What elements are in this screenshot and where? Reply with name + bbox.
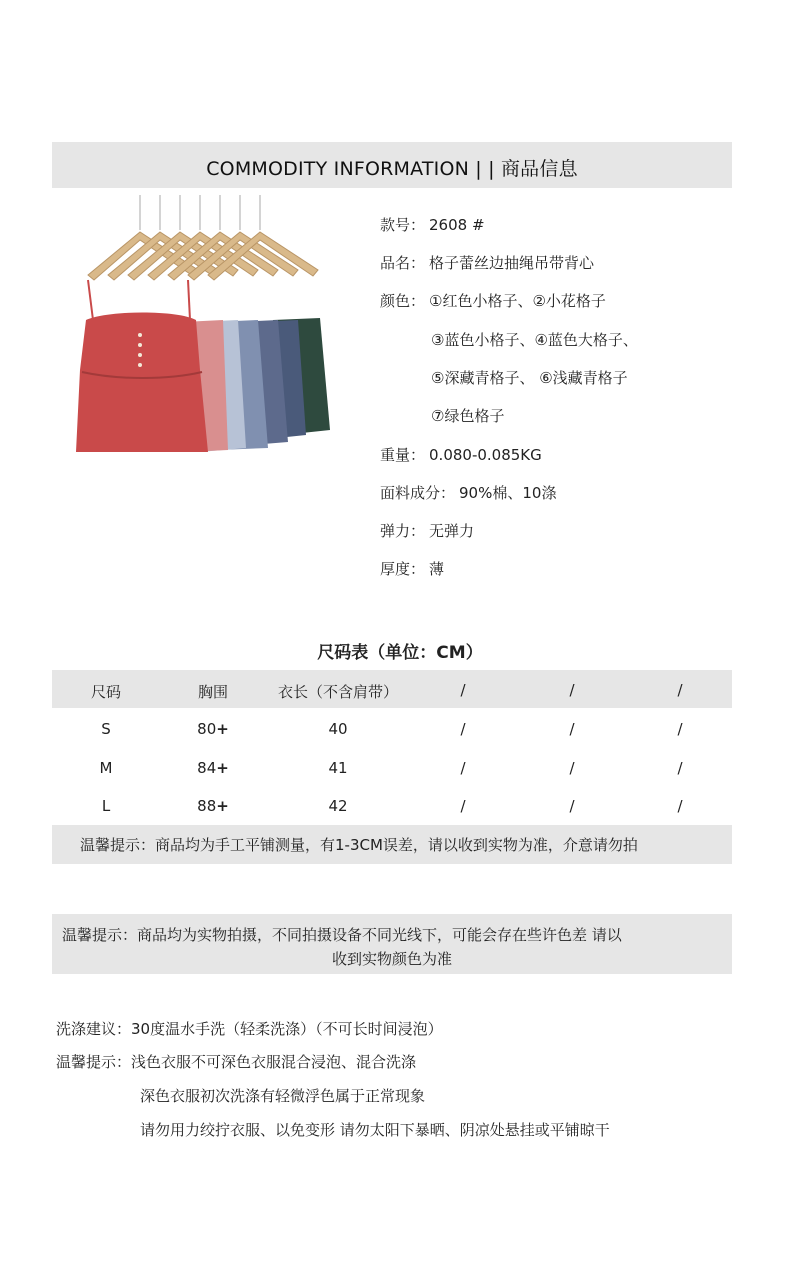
fabric-row bbox=[380, 482, 556, 503]
header-chest: 胸围 bbox=[197, 683, 228, 701]
row-m-length: 41 bbox=[328, 759, 348, 777]
color-line-4: ⑦绿色格子 bbox=[431, 407, 505, 425]
style-no-row bbox=[380, 214, 485, 235]
row-l-col-4: / bbox=[460, 797, 466, 815]
name-value: 格子蕾丝边抽绳吊带背心 bbox=[429, 254, 595, 272]
elasticity-row bbox=[380, 520, 474, 541]
plus-icon: + bbox=[216, 759, 229, 777]
row-l-chest-value: 88 bbox=[197, 797, 217, 815]
row-l-length: 42 bbox=[328, 797, 348, 815]
header-length: 衣长（不含肩带） bbox=[277, 683, 398, 701]
weight-row bbox=[380, 444, 542, 465]
row-l-col-5: / bbox=[569, 797, 575, 815]
name-row bbox=[380, 252, 594, 273]
header-size: 尺码 bbox=[90, 683, 121, 701]
color-line-3: ⑤深藏青格子、 ⑥浅藏青格子 bbox=[431, 369, 628, 387]
size-chart-title: 尺码表（单位：CM） bbox=[317, 643, 483, 663]
row-l-col-6: / bbox=[677, 797, 683, 815]
wash-row bbox=[56, 1018, 443, 1039]
tip-line-2: 深色衣服初次洗涤有轻微浮色属于正常现象 bbox=[140, 1087, 426, 1105]
plus-icon: + bbox=[216, 797, 229, 815]
measure-note: 温馨提示：商品均为手工平铺测量，有1-3CM误差，请以收到实物为准，介意请勿拍 bbox=[80, 836, 638, 854]
name-label: 品名： bbox=[380, 254, 426, 272]
weight-label: 重量： bbox=[380, 446, 426, 464]
row-m-col-4: / bbox=[460, 759, 466, 777]
row-s-size: S bbox=[101, 720, 111, 738]
section-title: COMMODITY INFORMATION | | 商品信息 bbox=[206, 158, 578, 180]
product-photo bbox=[68, 190, 338, 460]
header-col-5: / bbox=[569, 681, 575, 699]
color-line-2: ③蓝色小格子、④蓝色大格子、 bbox=[431, 331, 638, 349]
tip-line-1: 浅色衣服不可深色衣服混合浸泡、混合洗涤 bbox=[131, 1053, 417, 1071]
header-col-6: / bbox=[677, 681, 683, 699]
row-s-col-5: / bbox=[569, 720, 575, 738]
row-s-chest bbox=[173, 720, 253, 738]
row-s-chest-value: 80 bbox=[197, 720, 217, 738]
style-no-value: 2608 # bbox=[429, 216, 485, 234]
row-m-col-5: / bbox=[569, 759, 575, 777]
fabric-value: 90%棉、10涤 bbox=[459, 484, 557, 502]
thickness-label: 厚度： bbox=[380, 560, 426, 578]
plus-icon: + bbox=[216, 720, 229, 738]
color-label: 颜色： bbox=[380, 292, 426, 310]
elasticity-label: 弹力： bbox=[380, 522, 426, 540]
tip-line-3: 请勿用力绞拧衣服、以免变形 请勿太阳下暴晒、阴凉处悬挂或平铺晾干 bbox=[140, 1121, 610, 1139]
row-l-chest bbox=[173, 797, 253, 815]
color-row bbox=[380, 290, 606, 311]
header-col-4: / bbox=[460, 681, 466, 699]
row-l-size: L bbox=[101, 797, 111, 815]
color-line-1: ①红色小格子、②小花格子 bbox=[429, 292, 606, 310]
row-s-length: 40 bbox=[328, 720, 348, 738]
style-no-label: 款号： bbox=[380, 216, 426, 234]
row-s-col-6: / bbox=[677, 720, 683, 738]
row-m-size: M bbox=[99, 759, 113, 777]
photo-note-line-2: 收到实物颜色为准 bbox=[331, 950, 452, 968]
fabric-label: 面料成分： bbox=[380, 484, 456, 502]
row-m-col-6: / bbox=[677, 759, 683, 777]
row-s-col-4: / bbox=[460, 720, 466, 738]
photo-note-line-1: 温馨提示：商品均为实物拍摄，不同拍摄设备不同光线下，可能会存在些许色差 请以 bbox=[62, 926, 622, 944]
title-band bbox=[52, 142, 732, 188]
wash-value: 30度温水手洗（轻柔洗涤）（不可长时间浸泡） bbox=[131, 1020, 443, 1038]
tip-label: 温馨提示： bbox=[56, 1053, 132, 1071]
thickness-row bbox=[380, 558, 444, 579]
elasticity-value: 无弹力 bbox=[429, 522, 475, 540]
row-m-chest bbox=[173, 759, 253, 777]
thickness-value: 薄 bbox=[429, 560, 445, 578]
wash-label: 洗涤建议： bbox=[56, 1020, 132, 1038]
tip-row bbox=[56, 1051, 416, 1072]
weight-value: 0.080-0.085KG bbox=[429, 446, 542, 464]
row-m-chest-value: 84 bbox=[197, 759, 217, 777]
